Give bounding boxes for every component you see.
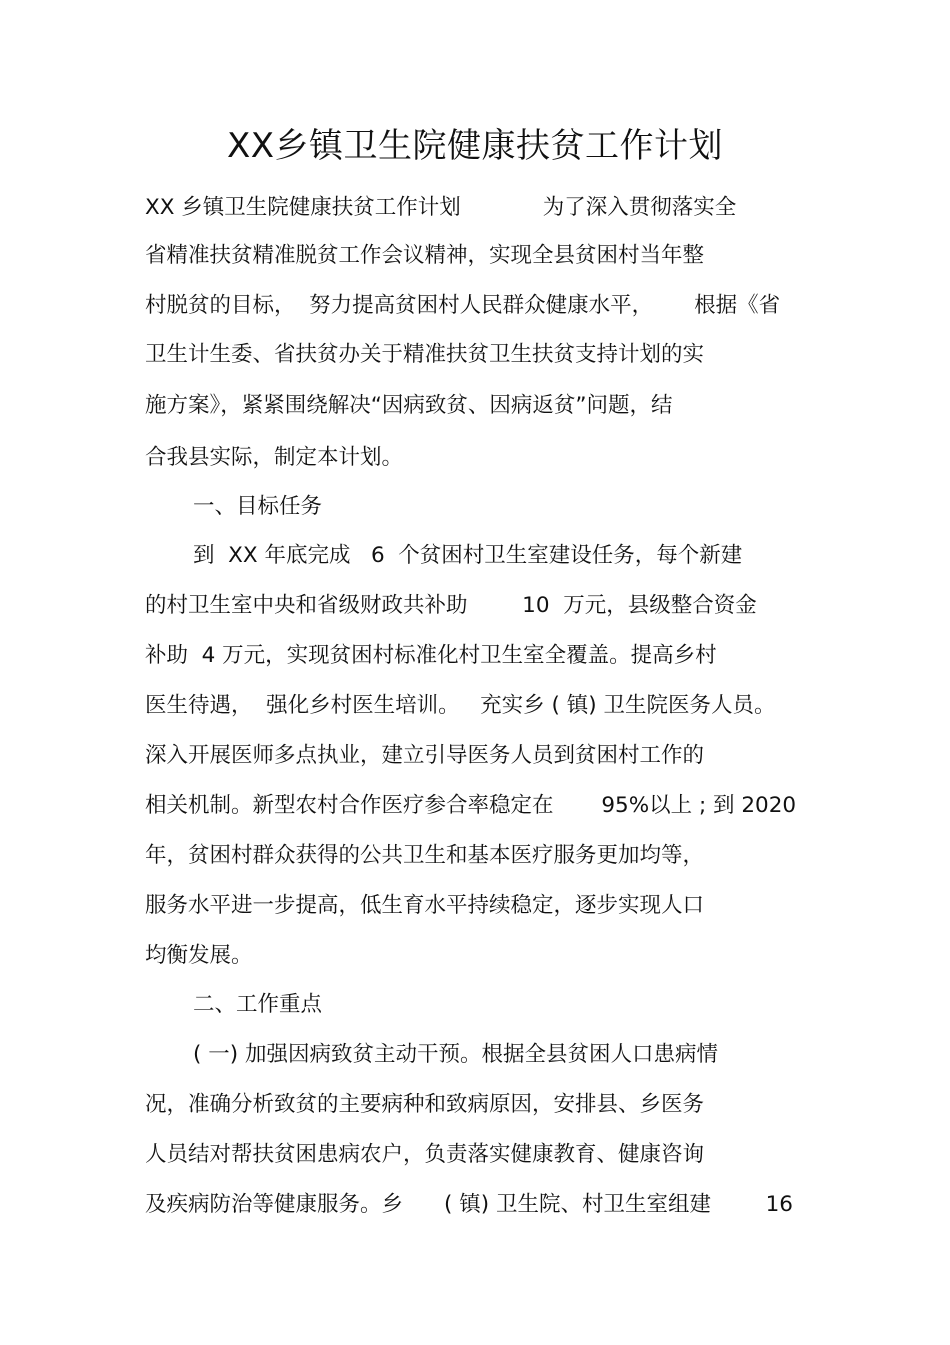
paragraph-line: 合我县实际，制定本计划。 [145, 445, 404, 470]
paragraph-line: 的村卫生室中央和省级财政共补助 10 万元，县级整合资金 [145, 593, 757, 618]
paragraph-line: 省精准扶贫精准脱贫工作会议精神，实现全县贫困村当年整 [145, 243, 705, 268]
paragraph-line: 服务水平进一步提高，低生育水平持续稳定，逐步实现人口 [145, 893, 705, 918]
paragraph-line: 均衡发展。 [145, 943, 253, 968]
paragraph-line: 况，准确分析致贫的主要病种和致病原因，安排县、乡医务 [145, 1092, 705, 1117]
paragraph-line: 年，贫困村群众获得的公共卫生和基本医疗服务更加均等， [145, 843, 705, 868]
paragraph-line: 人员结对帮扶贫困患病农户，负责落实健康教育、健康咨询 [145, 1142, 705, 1167]
paragraph-line: 卫生计生委、省扶贫办关于精准扶贫卫生扶贫支持计划的实 [145, 342, 705, 367]
paragraph-line: 到 XX 年底完成 6 个贫困村卫生室建设任务，每个新建 [193, 543, 743, 568]
paragraph-line: 及疾病防治等健康服务。乡 ( 镇) 卫生院、村卫生室组建 16 [145, 1192, 793, 1217]
section-heading: 一、目标任务 [193, 494, 323, 519]
paragraph-line: 村脱贫的目标， 努力提高贫困村人民群众健康水平， 根据《省 [145, 293, 781, 318]
paragraph-line: XX 乡镇卫生院健康扶贫工作计划 为了深入贯彻落实全 [145, 195, 737, 220]
paragraph-line: 补助 4 万元，实现贫困村标准化村卫生室全覆盖。提高乡村 [145, 643, 717, 668]
paragraph-line: 相关机制。新型农村合作医疗参合率稳定在 95%以上 ; 到 2020 [145, 793, 797, 818]
document-title: XX乡镇卫生院健康扶贫工作计划 [226, 126, 724, 166]
section-heading: 二、工作重点 [193, 992, 323, 1017]
paragraph-line: 医生待遇， 强化乡村医生培训。 充实乡 ( 镇) 卫生院医务人员。 [145, 693, 776, 718]
paragraph-line: 施方案》，紧紧围绕解决“因病致贫、因病返贫”问题，结 [145, 393, 673, 418]
paragraph-line: 深入开展医师多点执业，建立引导医务人员到贫困村工作的 [145, 743, 705, 768]
paragraph-line: ( 一) 加强因病致贫主动干预。根据全县贫困人口患病情 [193, 1042, 718, 1067]
